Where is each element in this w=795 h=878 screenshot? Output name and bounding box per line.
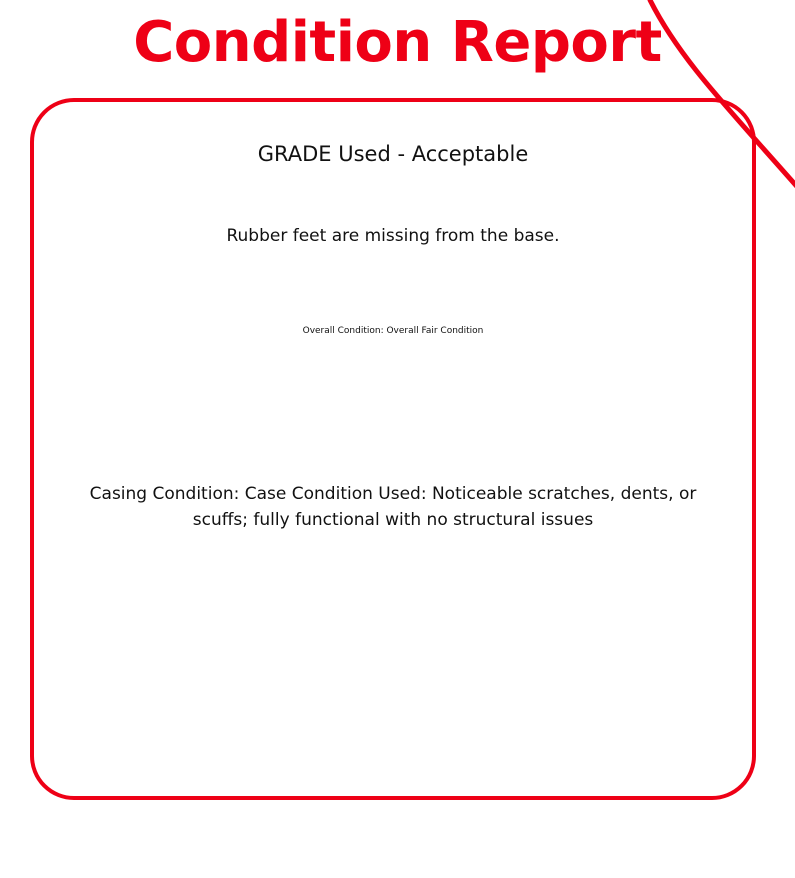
grade-text: GRADE Used - Acceptable [257, 142, 529, 166]
condition-note-text: Rubber feet are missing from the base. [226, 226, 560, 246]
report-content [30, 98, 756, 800]
overall-condition-text: Overall Condition: Overall Fair Condition [302, 326, 484, 336]
page-title: Condition Report [133, 10, 662, 75]
casing-condition-text: Casing Condition: Case Condition Used: Noticeable scratches, dents, or scuffs; fully functional with no structural issues [89, 484, 697, 531]
